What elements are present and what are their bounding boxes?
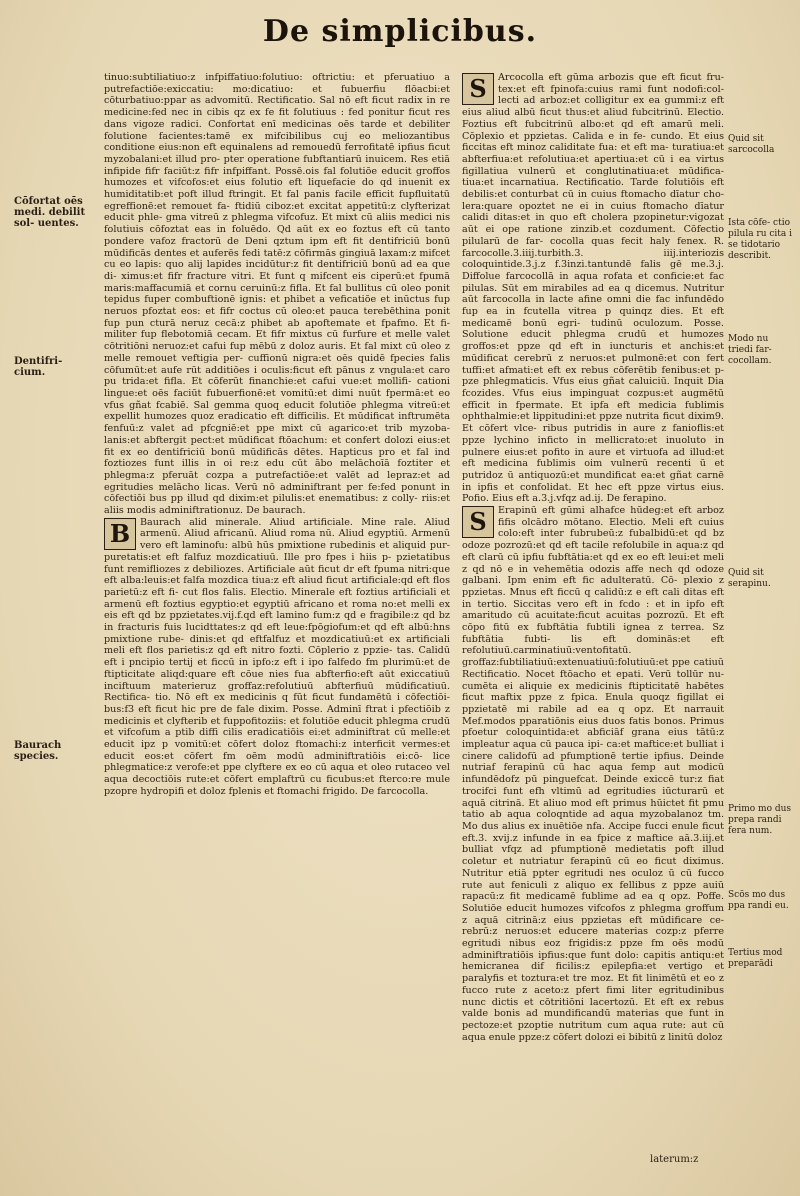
drop-cap-b: B	[104, 518, 136, 550]
right-text-column	[462, 72, 724, 1043]
paragraph-serapinum: S Erapinū eft gūmi alhafce hūdeg:et eft arboz fifis olcādro mōtano. Electio. Meli eft cuius colo:eft inter fubrubeū:z fubalbidū:et qd bz odoze pozrozū:et qd eft tacile refolubile in aqua:z qd eft clarū cū ipfiu fubftātia:et qd ex eo eft leui:et meli z qd nō e in vehemētia odozis affe nech qd odoze galbani. Ipm enim eft fic adulteratū. Cō- plexio z ppzietas. Mnus eft ficcū q calidū:z e eft cali ditas eft in tertio. Siccitas vero eft in fcdo : et in ipfo eft amaritudo cū acuitate:ficut acuitas pozrozū. Et eft cōpo fitū ex fubftātia fubtili ignea z terrea. Sz fubftātia fubti- lis eft dominās:et eft refolutiuū.carminatiuū:ventofitatū. groffaz:fubtiliatiuū:extenuatiuū:folutiuū:et ppe catiuū Rectificatio. Nocet ftōacho et epati. Verū tollūr nu- cumēta ei aliquie ex medicinis ftipticitatē habētes ficut maftix ppze z fpica. Enula quoqz figillat ei ppzietatē mi rabile ad ea q opz. Et narrauit Mef.modos pparatiōnis eius duos fatis bonos. Primus pfoetur coloquintida:et abficiāf grana eius tātū:z impleatur aqua cū pauca ipi- ca:et maftice:et bulliat i cinere calidofū ad pfumptionē tertie ipfius. Deinde nutriaf ferapinū cū hac aqua femp aut modicū infundēdofz pū pinguefcat. Deinde exiccē tur:z fiat trocifci funt efh vltimū ad egritudies iūcturarū et aquā citrinā. Et aliuo mod eft primus hūictet fit pmu tatio ab aqua coloqntide ad aqua myzobalanoz tm. Mo dus alius ex inuētiōe nfa. Accipe fucci enule ficut eft.3. xvij.z infunde in ea fpice z maftice aā.3.iij.et bulliat vfqz ad pfumptionē medietatis poft illud coletur et nutriatur ferapinū cū eo ficut diximus. Nutritur etiā ppter egritudi nes oculoz ū cū fucco rute aut feniculi z aliquo ex fellibus z ppze auiū rapacū:z fit medicamē fublime ad ea q opz. Poffe. Solutiōe educit humozes vifcofos z phlegma groffum z aquā citrinā:z eius ppzietas eft mūdificare ce- rebrū:z neruos:et educere materias cozp:z pferre egritudi nibus eoz frigidis:z ppze fm oēs modū adminiftratiōis ipfius:que funt dolo: capitis antiqu:et hemicranea dif ficilis:z epilepfia:et vertigo et paralyfis et toztura:et tre moz. Et fit linimētū et eo z fucco rute z aceto:z pfert fimi liter egritudinibus nunc dictis et cōtritiōni lacertozū. Et eft ex rebus valde bonis ad mundificandū materias que funt in pectoze:et pzoptie nutritum cum aqua rute: aut cū aqua enule ppze:z cōfert dolozi ei bibitū z linitū doloz	[462, 505, 724, 1043]
margin-note-left-2: Dentifri- cium.	[14, 356, 63, 378]
drop-cap-s: S	[462, 73, 494, 105]
drop-cap-s-2: S	[462, 506, 494, 538]
margin-note-right-3: Modo nu triedi far- cocollam.	[728, 334, 772, 366]
paragraph-sal: tinuo:subtiliatiuo:z infpiffatiuo:folutiuo: oftrictiu: et pferuatiuo a putrefactiōe:exiccatiu: mo:dicatiuo: et fubuerfiu flōacbi:et cōturbatiuo:ppar as advomitū. Rectificatio. Sal nō eft ficut radix in re medicine:fed nec in cibis qz ex fe fit folutiuus : fed ponitur ficut res dans vigoze radici. Confortat enī medicinas oēs tarde et debiliter folutione facientes:tamē ex mifcibilibus cuj eo meliozantibus conditione eius:non eft equinalens ad remouedū ferrofitatē ipfius ficut myzobalani:et illud pro- pter operatione fubftantiarū inuicem. Res etiā infipide fifr faciūt:z fifr infpiffant. Possē.ois fal folutiōe educit groffos humozes et vifcofos:et eius folutio eft liquefacie do qd inuenit ex humiditatib:et poft illud ftringit. Et fal panis facile efficit fupfluitatū egreffionē:et remouet fa- ftidiū ciboz:et excitat appetitū:z clyfterizat educit phle- gma vitreū z phlegma vifcofuz. Et mixt cū aliis medici nis folutiuis cōfoztat eas in foluēdo. Qd aūt ex eo foztus eft cū tanto pondere vafoz fractorū de Deni qztum ipm eft fit dentifriciū bonū mūdificās dentes et auferēs fedi tatē:z cōfirmās gingiuā laxam:z mifcet cu eo lapis: quo alij lapides incidūtur:z fit dentifriciū bonū ad ea que di- ximus:et fifr fracture vitri. Et funt q mifcent eis ciperū:et fpumā maris:maffacumiā et cornu ceruinū:z fifla. Et fal bullitus cū oleo ponit tepidus fuper combuftionē ignis: et phibet a veficatiōe et inūctus fup neruos pfoztat eos: et fifr coctus cū oleo:et pauca terebēthina ponit fup pun cturā neruz cecā:z phibet ab apoftemate et fpafmo. Et fi- militer fup flebotomiā cecam. Et fifr mixtus cū furfure et melle valet cōtritiōni neruoz:et cafui fup mēbū z doloz auris. Et fal mixt cū oleo z melle remouet veftigia per- cuffionū nigra:et oēs quidē fpecies falis cōfumūt:et aufe rūt additiōes i oculis:ficut eft pānus z vngula:et caro pu trida:et fifla. Et cōferūt financhie:et cafui vue:et mollifi- cationi lingue:et oēs faciūt fubuerfionē:et vomitū:et dimi nuūt fpermā:et eo vfus gñat fcabiē. Sal gemma quoq educit folutiōe phlegma vitreū:et expellit humozes quoz eradicatio eft difficilis. Et mūdificat inftrumēta fenfuū:z valet ad pfcgniē:et ppe mixt cū agarico:et trib myzoba- lanis:et abftergit pect:et mūdificat ftōachum: et confert dolozi eius:et fit ex eo dentifriciū bonū mūdificās dētes. Hapticus pro et fal ind foztiozes funt illis in oi re:z edu cūt ābo melāchoīā foztiter et phlegma:z pferuāt cozpa a putrefactiōe:et valēt ad lepraz:et ad egritudies melācho licas. Verū nō adminiftrant per fe:fed ponunt in cōfectiōi bus pp illud qd dixim:et pilulis:et enematibus: z colly- riis:et aliis modis adminiftrationuz. De baurach.	[104, 72, 450, 517]
margin-note-right-4: Quid sit serapinu.	[728, 568, 771, 589]
paragraph-baurach: B Baurach alid minerale. Aliud artificiale. Mine rale. Aliud armenū. Aliud africanū. Aliud roma nū. Aliud egyptiū. Armenū vero eft laminofu: albū hūs pmixtione rubedinis et aliquid pur- puretatis:et eft falfuz mozdicatiuū. Ille pro fpes i hiis p- pzietatibus funt remifliozes z debiliozes. Artificiale aūt ficut dr eft fpuma nitri:que eft alba:leuis:et falfa mozdica tiua:z eft aliud ficut artificiale:qd eft flos parietū:z eft fi- cut flos falis. Electio. Minerale eft foztius artificiali et armenū eft foztius egyptio:et egyptiū africano et roma no:et melli ex eis eft qd bz ppzietates.vij.f.qd eft lamino fum:z qd e fragibile:z qd bz in fracturis fuis lucidttates:z qd eft leue:fpōgiofum:et qd eft albū:hns pmixtione rube- dinis:et qd eftfalfuz et mozdicatiuū:et ex artificiali meli eft flos parietis:z qd eft nitro fozti. Cōplerio z ppzie- tas. Calidū eft i pncipio tertij et ficcū in ipfo:z eft i ipo falfedo fm plurimū:et de ftipticitate aliqd:quare eft cōue nies fua abfterfio:eft aūt exiccatiuū inciftuum materieruz groffaz:refolutiuū abfterfiuū mūdificatiuū. Rectifica- tio. Nō eft ex medicinis q fūt ficut fundamētū i cōfectiōi- bus:f3 eft ficut hic pre de fale dixim. Posse. Adminī ftrat i pfectiōib z medicinis et clyfterib et fuppofitoziis: et folutiōe educit phlegma crudū et vifcofum a ptib diffi cilis eradicatiōis ei:et adminiftrat cū melle:et educit ipz p vomitū:et cōfert doloz ftomachi:z interficit vermes:et educit eos:et cōfert fm oēm modū adminiftratiōis ei:cō- lice phlegmatice:z verofe:et ppe clyftere ex eo cū aqua et oleo rutaceo vel aqua decoctiōis rute:et cōfert emplaftrū cu ficubus:et fterco:re mule pzopre hydropifi et doloz fplenis et ftomachi frigido. De farcocolla.	[104, 516, 450, 797]
page-title: De simplicibus.	[262, 14, 538, 49]
paragraph-sarcocolla: S Arcocolla eft gūma arbozis que eft ficut fru- tex:et eft fpinofa:cuius rami funt nodofi:col- lecti ad arboz:et colligitur ex ea gummi:z eft eius aliud albū ficut thus:et aliud fubcitrinū. Electio. Foztius eft fubcitrinū albo:et qd eft amarū meli. Cōplexio et ppzietas. Calida e in fe- cundo. Et eius ficcitas eft minoz caliditate fua: et eft ma- turatiua:et abfterfiua:et refolutiua:et apertiua:et cū i ea virtus figillatiua vulnerū et conglutinatiua:et mūdifica- tiua:et incarnatiua. Rectificatio. Tarde folutiōis eft debilis:et conturbat cū in cuius ftomacho dīatur cho- lera:quare opoztet ne ei in cuius ftomacho dīatur calidi ditas:et in quo eft cholera pzopinetur:vigozat aūt ei ope ratione zinzib.et cozdument. Cōfectio pilularū de far- cocolla quas fecit haly fenex. R. farcocolle.3.iiij.turbith.3. iiij.interiozis coloquintide.3.j.z f.3inzi.tantundē falis gē me.3.j. Diffolue farcocollā in aqua rofata et conficie:et fac pilulas. Sūt em mirabiles ad ea q dicemus. Nutritur aūt farcocolla in lacte afine omni die fac infundēdo fup ea in fcutella vitrea p quinqz dies. Et eft medicamē bonū egri- tudinū oculozum. Posse. Solutione educit phlegma crudū et humozes groffos:et ppze qd eft in iuncturis et anchis:et mūdificat cerebrū z neruos:et pulmonē:et con fert tuffi:et afmati:et eft ex rebus cōferētib fenibus:et p- pze phlegmaticis. Vfus eius gñat caluiciū. Inquit Dia fcozides. Vfus eius impinguat cozpus:et augmētū efficit in fpermate. Et ipfa eft medicia fublimis ophthalmie:et lippitudini:et ppze nutrita ficut dixim9. Et cōfert vlce- ribus putridis in aure z fanioflis:et ppze lychino inficto in mellicrato:et inuoluto in pulnere eius:et pofito in aure et virtuofa ad illud:et eft medicina fublimis oim vulnerū recenti ū et putridoz ū antiquozū:et mundificat ea:et gñat carnē in ipfis et confolidat. Et hec eft ppze virtus eius. Pofio. Eius eft a.3.j.vfqz ad.ij. De ferapino.	[462, 72, 724, 505]
margin-note-right-2: Ista cōfe- ctio pilula ru cita i se tidotario describit.	[728, 218, 793, 261]
margin-note-left-1: Cōfortat oēs medi. debilit sol- uentes.	[14, 196, 86, 229]
margin-note-right-6: Scōs mo dus ppa randi eu.	[728, 890, 789, 911]
catchword: laterum:z	[650, 1154, 699, 1165]
margin-note-right-5: Primo mo dus prepa randi fera num.	[728, 804, 792, 836]
margin-note-right-7: Tertius mod preparādi	[728, 948, 783, 969]
left-text-column	[104, 72, 450, 798]
margin-note-right-1: Quid sit sarcocolla	[728, 134, 775, 155]
margin-note-left-3: Baurach species.	[14, 740, 62, 762]
